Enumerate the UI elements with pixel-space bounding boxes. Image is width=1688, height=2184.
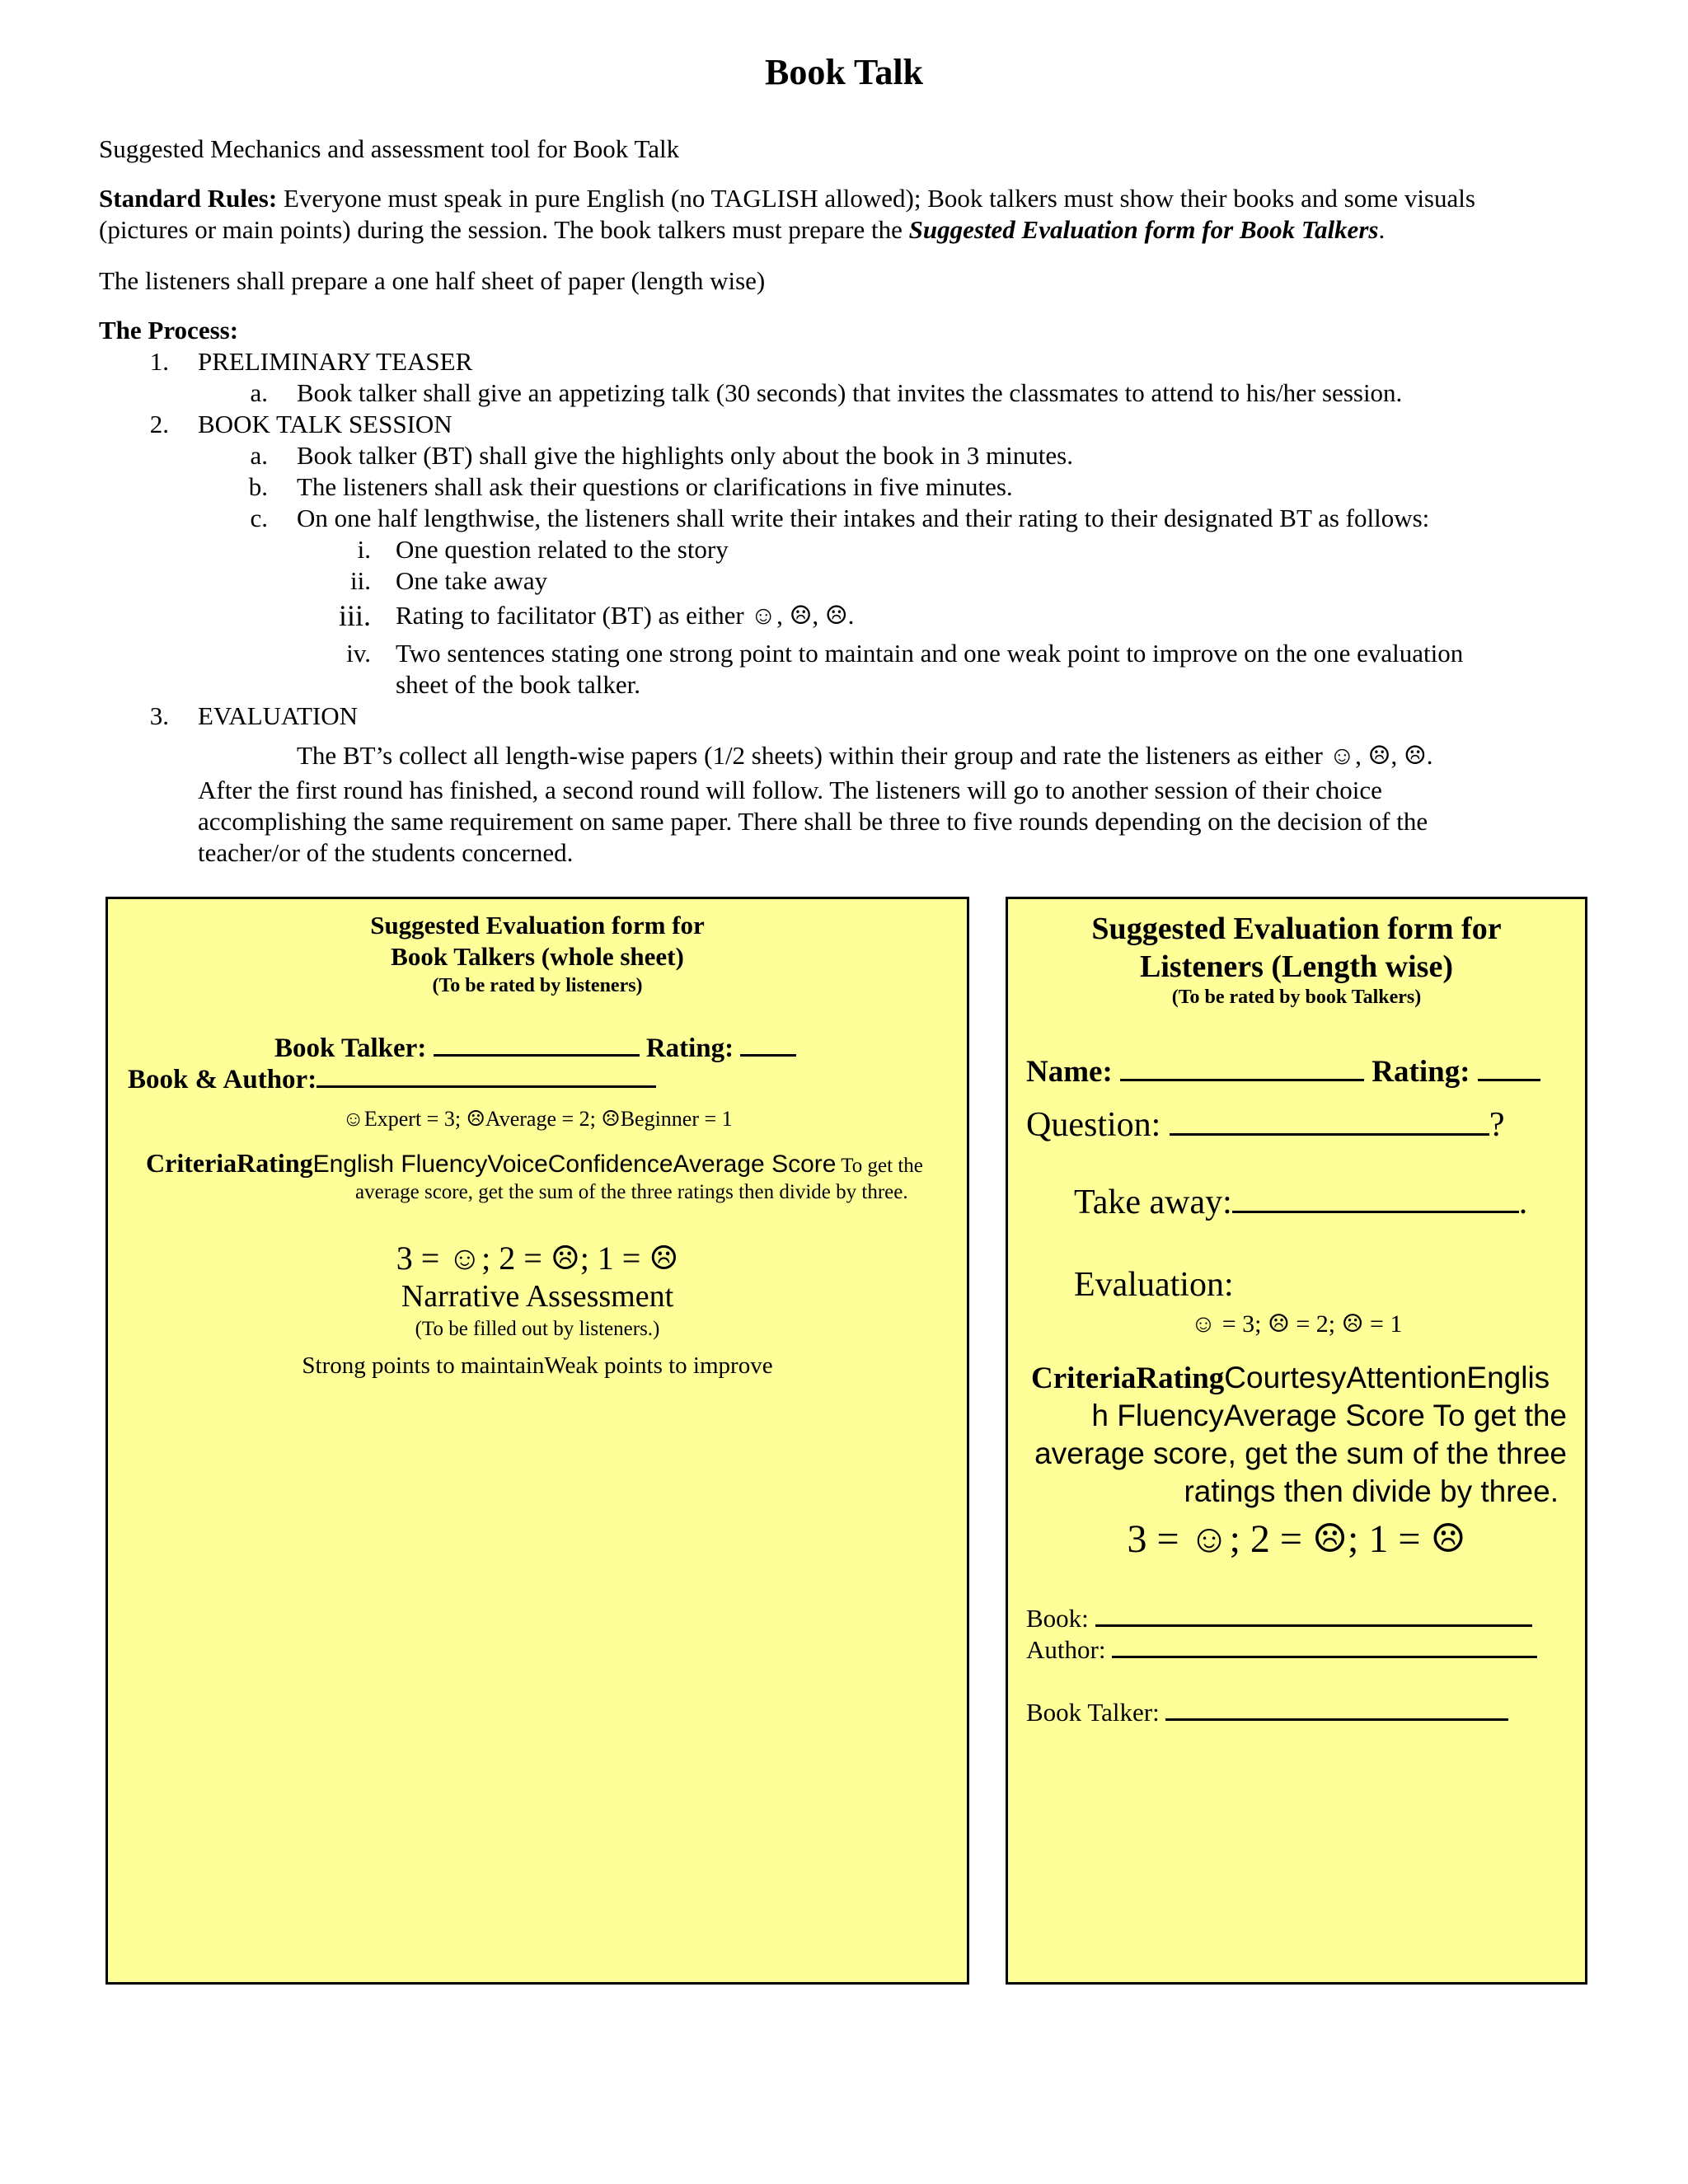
left-criteria-note1: To get the [836,1155,923,1177]
step3-line1: The BT’s collect all length-wise papers (1/2 sheets) within their group and rate the listeners as either ☺, ☹, ☹. [297,741,1433,770]
right-question-field[interactable] [1170,1102,1489,1136]
right-question-end: ? [1489,1106,1505,1144]
step2b-number: b. [248,472,268,501]
right-form-title1: Suggested Evaluation form for [1091,912,1502,946]
book-talker-evaluation-form [106,897,969,1985]
right-book-row [1026,1601,1532,1633]
step1a-number: a. [250,378,268,407]
step2c-text: On one half lengthwise, the listeners shall write their intakes and their rating to their designated BT as follows: [297,504,1430,532]
step2-number: 2. [149,410,169,438]
step2civ-text2: sheet of the book talker. [396,670,640,699]
step2cii-text: One take away [396,566,548,595]
step2ciii-text: Rating to facilitator (BT) as either ☺, ☹, ☹. [396,601,855,630]
right-criteria-line4: ratings then divide by three. [1184,1474,1559,1508]
left-book-author-row [128,1061,656,1095]
right-book-talker-field[interactable] [1165,1695,1508,1721]
standard-rules-line1 [99,183,1475,214]
right-criteria-line2: h FluencyAverage Score To get the [1091,1399,1567,1432]
right-criteria-l1: CourtesyAttentionEnglis [1224,1361,1550,1394]
right-takeaway-field[interactable] [1232,1179,1519,1213]
step2civ-number: iv. [346,639,371,668]
standard-rules-emphasis: Suggested Evaluation form for Book Talkers [908,215,1379,244]
left-book-author-label: Book & Author: [128,1065,317,1094]
left-equation: 3 = ☺; 2 = ☹; 1 = ☹ [396,1240,679,1277]
left-book-author-field[interactable] [316,1061,656,1088]
standard-rules-text2: (pictures or main points) during the session. The book talkers must prepare the [99,215,909,244]
right-question-row [1026,1102,1504,1145]
right-question-label: Question: [1026,1106,1161,1144]
step2ci-text: One question related to the story [396,535,729,564]
right-name-row [1026,1051,1540,1090]
listener-evaluation-form [1006,897,1587,1985]
right-form-subtitle: (To be rated by book Talkers) [1171,987,1422,1008]
right-book-talker-label: Book Talker: [1026,1698,1160,1727]
step2a-number: a. [250,441,268,470]
step2cii-number: ii. [350,566,371,595]
step3-label: EVALUATION [198,701,359,730]
right-criteria-line3: average score, get the sum of the three [1034,1436,1567,1470]
left-points-header: Strong points to maintainWeak points to improve [302,1352,773,1379]
right-name-field[interactable] [1120,1051,1364,1081]
step1-label: PRELIMINARY TEASER [198,347,473,376]
standard-rules-end: . [1378,215,1386,244]
right-takeaway-end: . [1518,1183,1528,1221]
left-rating-label: Rating: [645,1033,734,1063]
step2c-number: c. [250,504,268,532]
right-criteria-line1 [1031,1361,1550,1396]
step2ciii-number: iii. [338,599,371,632]
left-book-talker-row [274,1029,796,1064]
right-book-talker-row [1026,1695,1508,1727]
right-form-title2: Listeners (Length wise) [1140,949,1453,984]
left-rating-scale: ☺Expert = 3; ☹Average = 2; ☹Beginner = 1 [342,1107,733,1131]
left-criteria-bold: CriteriaRating [146,1148,313,1178]
left-form-title1: Suggested Evaluation form for [370,911,705,940]
right-book-field[interactable] [1095,1601,1532,1627]
right-rating-field[interactable] [1478,1051,1540,1081]
step2ci-number: i. [357,535,371,564]
left-narrative-title: Narrative Assessment [401,1279,674,1314]
step2civ-text1: Two sentences stating one strong point to maintain and one weak point to improve on the one evaluation [396,639,1464,668]
right-author-field[interactable] [1112,1633,1537,1658]
left-book-talker-label: Book Talker: [274,1033,427,1063]
intro-text: Suggested Mechanics and assessment tool for Book Talk [99,134,680,163]
left-criteria-line [146,1148,923,1179]
right-evaluation-label: Evaluation: [1074,1266,1234,1304]
step1a-text: Book talker shall give an appetizing talk (30 seconds) that invites the classmates to attend to his/her session. [297,378,1403,407]
step2b-text: The listeners shall ask their questions or clarifications in five minutes. [297,472,1013,501]
right-equation: 3 = ☺; 2 = ☹; 1 = ☹ [1127,1517,1466,1561]
right-takeaway-label: Take away: [1074,1183,1232,1221]
right-name-label: Name: [1026,1055,1113,1089]
right-author-label: Author: [1026,1635,1106,1664]
left-criteria-note2: average score, get the sum of the three ratings then divide by three. [355,1181,908,1203]
left-rating-field[interactable] [740,1029,796,1057]
step3-line3: accomplishing the same requirement on same paper. There shall be three to five rounds depending on the decision of the [198,807,1428,836]
right-takeaway-row [1074,1179,1527,1222]
right-rating-scale: ☺ = 3; ☹ = 2; ☹ = 1 [1190,1310,1403,1338]
step1-number: 1. [149,347,169,376]
left-book-talker-field[interactable] [434,1029,640,1057]
left-criteria-rest: English FluencyVoiceConfidenceAverage Score [312,1151,837,1178]
left-form-subtitle: (To be rated by listeners) [432,975,643,996]
page-title: Book Talk [764,52,924,92]
standard-rules-text1: Everyone must speak in pure English (no TAGLISH allowed); Book talkers must show their books and some visuals [277,184,1475,213]
right-criteria-bold: CriteriaRating [1031,1361,1225,1395]
right-rating-label: Rating: [1372,1055,1470,1089]
step2a-text: Book talker (BT) shall give the highlights only about the book in 3 minutes. [297,441,1073,470]
step3-line2: After the first round has finished, a second round will follow. The listeners will go to another session of their choice [198,776,1382,804]
standard-rules-line2 [99,214,1385,246]
step3-line4: teacher/or of the students concerned. [198,838,574,867]
standard-rules-label: Standard Rules: [99,184,278,213]
left-form-title2: Book Talkers (whole sheet) [391,942,684,971]
right-book-label: Book: [1026,1604,1089,1633]
step2-label: BOOK TALK SESSION [198,410,452,438]
right-author-row [1026,1633,1537,1665]
left-narrative-subtitle: (To be filled out by listeners.) [415,1318,660,1340]
listeners-note: The listeners shall prepare a one half sheet of paper (length wise) [99,266,766,295]
process-heading: The Process: [99,316,239,344]
step3-number: 3. [149,701,169,730]
